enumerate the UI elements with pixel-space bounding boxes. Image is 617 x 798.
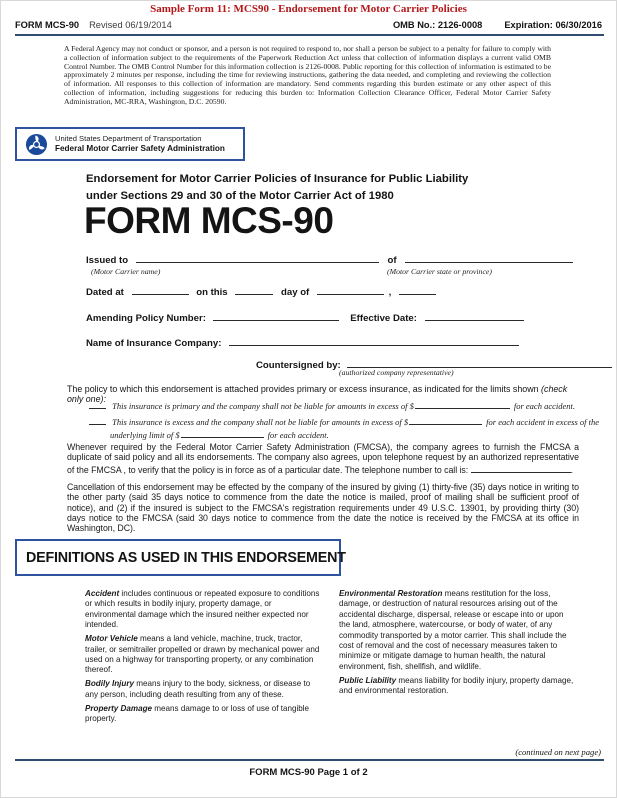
endorsement-title-line1: Endorsement for Motor Carrier Policies of Insurance for Public Liability	[86, 173, 469, 185]
definition-environmental-restoration: Environmental Restoration means restitution for the loss, damage, or destruction of natural resources arising out of the accidental discharge, dispersal, release or escape into or upon the land, atmosphere, watercourse, or body of water, of any commodity transported by a motor carrier. This shall include the cost of removal and the cost of necessary measures taken to minimize or mitigate damage to human health, the natural environment, fish, shellfish, and wildlife.	[339, 589, 567, 671]
effective-date-line[interactable]	[425, 311, 524, 321]
carrier-state-caption: (Motor Carrier state or province)	[387, 267, 492, 276]
definitions-left-column	[85, 589, 322, 728]
page-header	[15, 20, 602, 30]
excess-check-line[interactable]	[89, 415, 106, 425]
page-number: FORM MCS-90 Page 1 of 2	[249, 767, 368, 778]
excess-option-tail: for each accident.	[267, 430, 329, 440]
year-line[interactable]	[399, 285, 436, 295]
dated-at-place-line[interactable]	[132, 285, 189, 295]
day-of-label: day of	[281, 287, 310, 298]
comma-separator: ,	[388, 287, 392, 298]
header-divider	[15, 34, 604, 36]
definitions-heading: DEFINITIONS AS USED IN THIS ENDORSEMENT	[26, 549, 346, 566]
excess-amount-line[interactable]	[409, 415, 482, 425]
amending-policy-row	[86, 311, 524, 324]
countersigned-caption: (authorized company representative)	[339, 368, 454, 377]
telephone-number-line[interactable]	[471, 463, 571, 473]
agency-department: United States Department of Transportation	[55, 133, 202, 143]
month-line[interactable]	[317, 285, 384, 295]
primary-option-tail: for each accident.	[513, 401, 575, 411]
insurance-company-row	[86, 336, 519, 349]
definition-bodily-injury: Bodily Injury means injury to the body, sickness, or disease to any person, including death resulting from any of these.	[85, 679, 311, 699]
on-this-label: on this	[196, 287, 228, 298]
definition-public-liability: Public Liability means liability for bodily injury, property damage, and environmental restoration.	[339, 675, 574, 696]
primary-amount-line[interactable]	[415, 399, 510, 409]
primary-insurance-option	[89, 399, 575, 411]
issued-to-row	[86, 253, 573, 266]
agency-administration: Federal Motor Carrier Safety Administration	[55, 143, 225, 153]
dated-at-row	[86, 285, 436, 298]
header-form-name: FORM MCS-90	[15, 20, 80, 30]
issued-to-label: Issued to	[86, 255, 129, 266]
header-revised-date: Revised 06/19/2014	[89, 20, 172, 30]
excess-insurance-option	[89, 415, 599, 427]
definition-property-damage: Property Damage means damage to or loss of use of tangible property.	[85, 703, 310, 723]
definition-motor-vehicle: Motor Vehicle means a land vehicle, machine, truck, tractor, trailer, or semitrailer propelled or drawn by mechanical power and used on a highway for transporting property, or any combination thereof.	[85, 634, 320, 675]
dot-logo-icon	[25, 133, 48, 156]
excess-option-text: This insurance is excess and the company shall not be liable for amounts in excess of $	[112, 417, 409, 427]
cancellation-paragraph: Cancellation of this endorsement may be effected by the company of the insured by giving (1) thirty-five (35) days notice in writing to the other party (said 35 days notice to commence from the date the notice is mailed, proof of mailing shall be sufficient proof of notice), and (2) if the insured is subject to the FMCSA's registration requirements under 49 U.S.C. 13901, by providing thirty (30) days notice to the FMCSA (said 30 days notice to commence from the date the notice is received by the FMCSA at its office in Washington, DC).	[67, 482, 579, 534]
underlying-limit-text: underlying limit of $	[110, 430, 180, 440]
effective-date-label: Effective Date:	[350, 313, 417, 324]
primary-option-text: This insurance is primary and the company shall not be liable for amounts in excess of $	[112, 401, 414, 411]
day-number-line[interactable]	[235, 285, 273, 295]
header-omb-number: OMB No.: 2126-0008	[392, 20, 483, 30]
countersigned-label: Countersigned by:	[256, 360, 341, 371]
limits-intro-text: The policy to which this endorsement is attached provides primary or excess insurance, as indicated for the limits shown	[67, 384, 542, 394]
duplicate-policy-text: Whenever required by the Federal Motor Carrier Safety Administration (FMCSA), the company agrees to furnish the FMCSA a duplicate of said policy and all its endorsements. The company also agrees, upon telephone request by an authorized representative of the FMCSA , to verify that the policy is in force as of a particular date. The telephone number to call is:	[67, 442, 579, 475]
primary-check-line[interactable]	[89, 399, 106, 409]
amending-policy-label: Amending Policy Number:	[86, 313, 206, 324]
header-expiration: Expiration: 06/30/2016	[504, 20, 602, 30]
issued-to-line[interactable]	[136, 253, 379, 263]
continued-note: (continued on next page)	[515, 747, 601, 757]
form-number-title: FORM MCS-90	[84, 200, 334, 241]
insurance-company-line[interactable]	[229, 336, 519, 346]
check-only-one-note: (check only one):	[67, 384, 568, 404]
sample-form-title: Sample Form 11: MCS90 - Endorsement for Motor Carrier Policies	[150, 3, 467, 15]
excess-insurance-option-line2	[110, 428, 329, 440]
duplicate-policy-period: .	[570, 464, 573, 475]
paperwork-burden-statement: A Federal Agency may not conduct or sponsor, and a person is not required to respond to, nor shall a person be subject to a penalty for failure to comply with a collection of information subject to the requirements of the Paperwork Reduction Act unless that collection of information displays a current valid OMB Control Number. The OMB Control Number for this information collection is 2126-0008. Public reporting for this collection of information is estimated to be approximately 2 minutes per response, including the time for reviewing instructions, gathering the data needed, and completing and reviewing the collection of information. All responses to this collection of information are mandatory. Send comments regarding this burden estimate or any other aspect of this collection of information, including suggestions for reducing this burden to: Information Collection Clearance Officer, Federal Motor Carrier Safety Administration, MC-RRA, Washington, D.C. 20590.	[64, 44, 551, 106]
dated-at-label: Dated at	[86, 287, 124, 298]
dot-agency-box	[15, 127, 245, 161]
duplicate-policy-paragraph	[67, 442, 579, 475]
footer-divider	[15, 759, 604, 761]
definition-accident: Accident includes continuous or repeated exposure to conditions or which results in bodily injury, property damage, or environmental damage which the insured neither expected nor intended.	[85, 589, 320, 630]
insurance-company-label: Name of Insurance Company:	[86, 338, 222, 349]
of-label: of	[387, 255, 397, 266]
endorsement-title-line2: under Sections 29 and 30 of the Motor Carrier Act of 1980	[86, 190, 394, 202]
amending-policy-line[interactable]	[213, 311, 339, 321]
carrier-name-caption: (Motor Carrier name)	[91, 267, 161, 276]
underlying-limit-line[interactable]	[181, 428, 264, 438]
carrier-state-line[interactable]	[405, 253, 573, 263]
countersigned-line[interactable]	[347, 358, 612, 368]
definitions-heading-box	[15, 539, 346, 576]
definitions-right-column	[339, 589, 576, 700]
excess-option-middle: for each accident in excess of the	[486, 417, 599, 427]
